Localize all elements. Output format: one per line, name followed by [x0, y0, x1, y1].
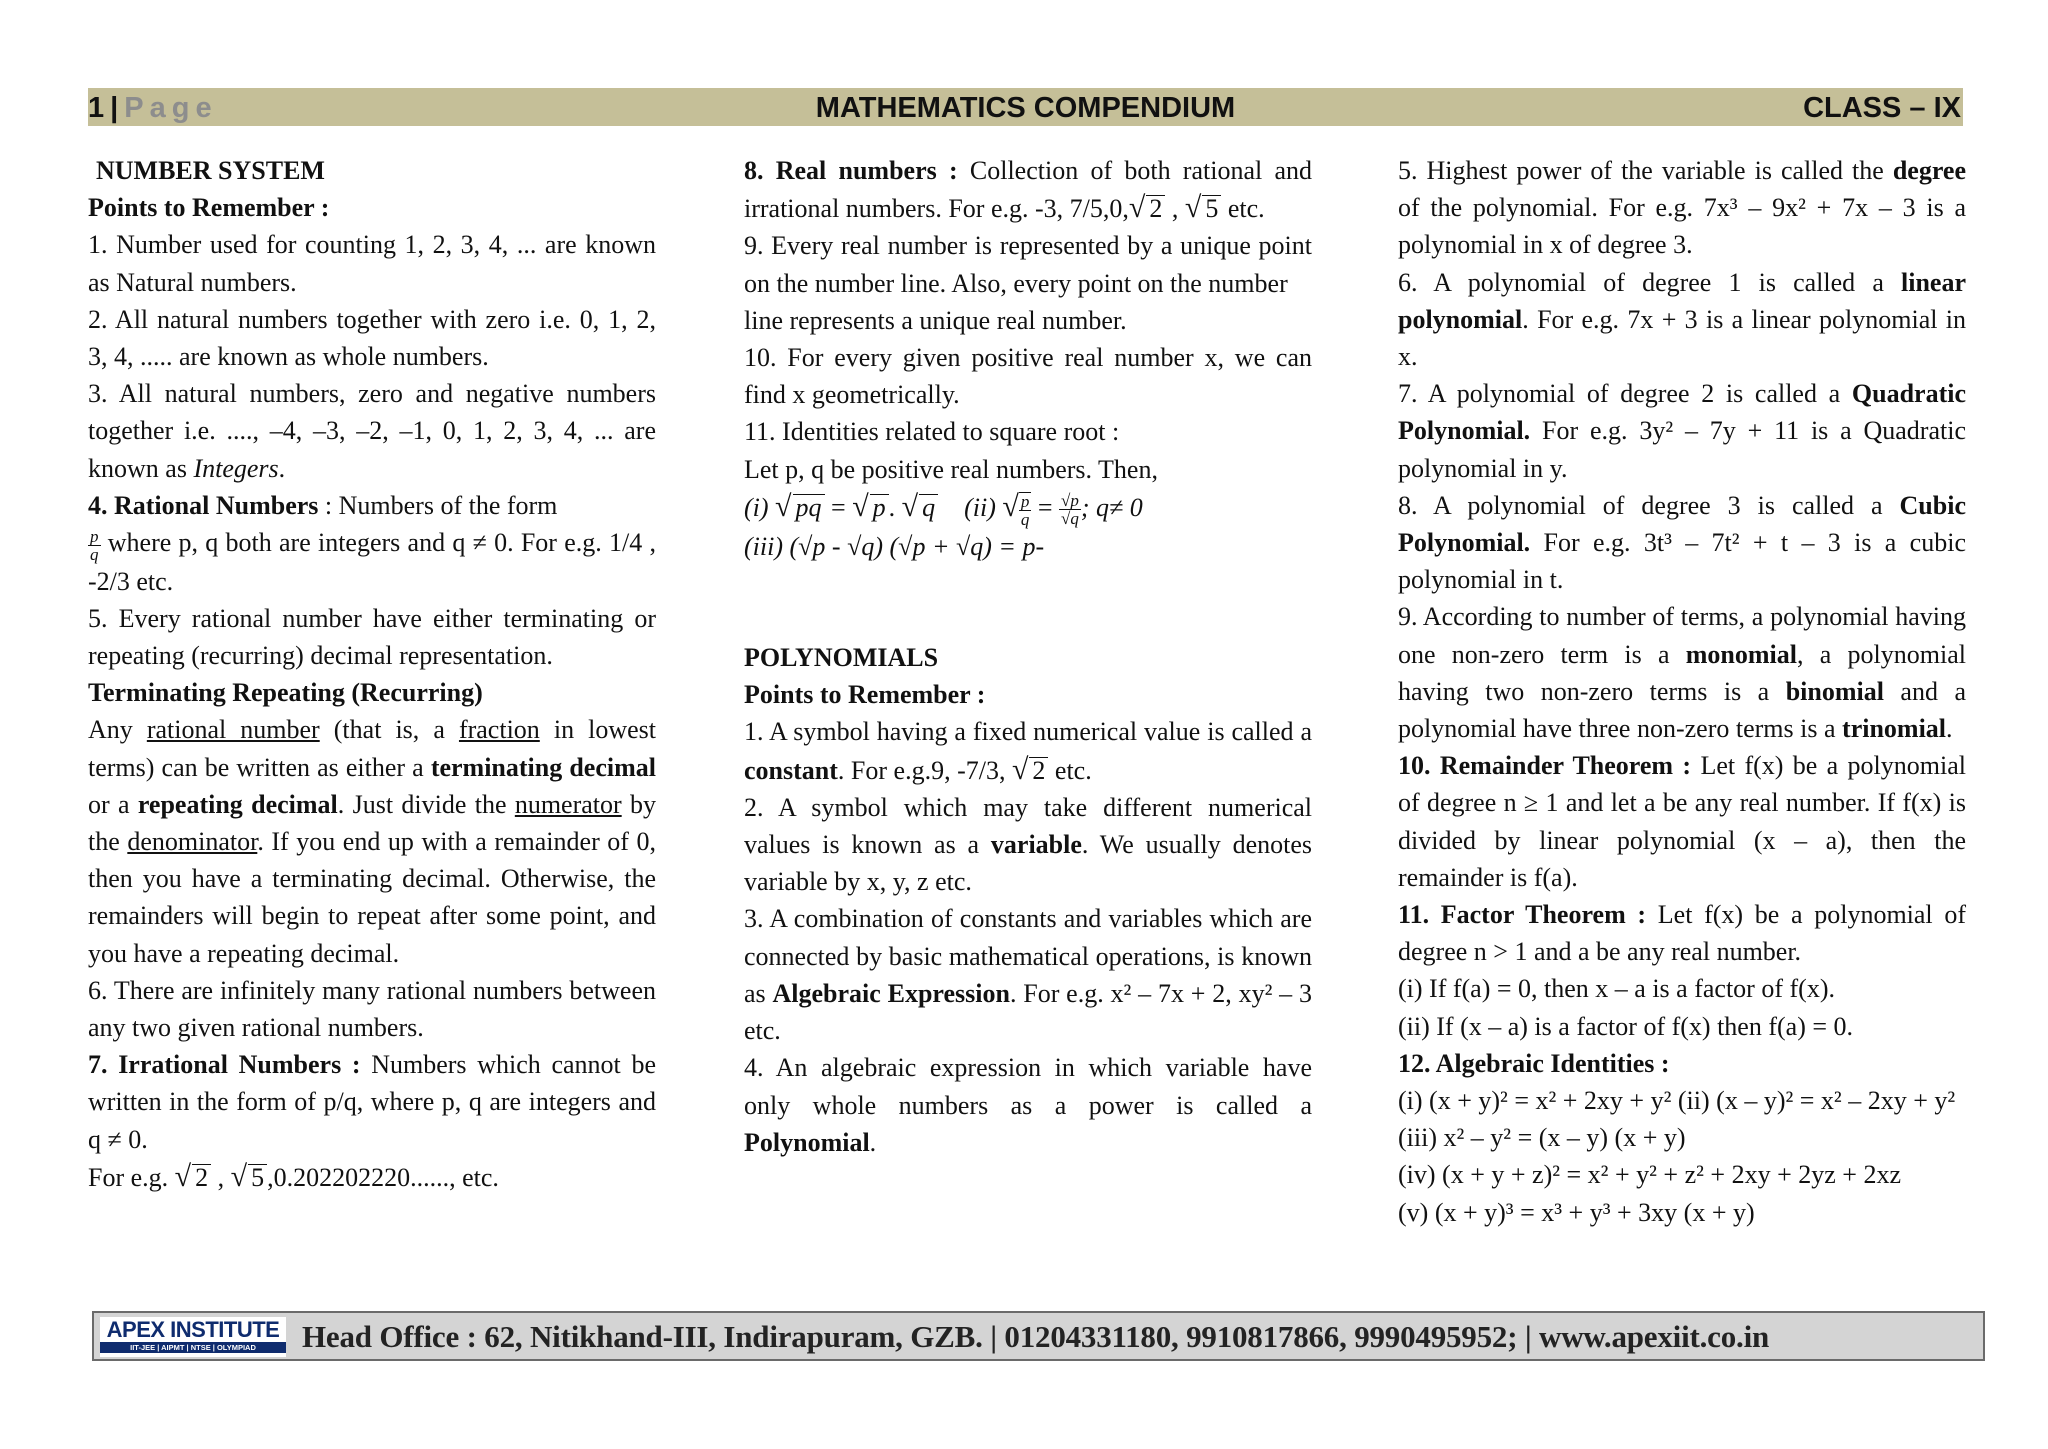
poly-point-2: 2. A symbol which may take different numerical values is known as a variable. We usually denotes variable by x, y, z etc.: [744, 792, 1312, 897]
section-heading: NUMBER SYSTEM: [96, 156, 325, 185]
link-rational-number[interactable]: rational number: [146, 715, 320, 745]
poly-point-8: 8. A polynomial of degree 3 is called a Cubic Polynomial. For e.g. 3t³ – 7t² + t – 3 is a cubic polynomial in t.: [1398, 490, 1966, 595]
terminating-heading: Terminating Repeating (Recurring): [88, 678, 483, 708]
identity-5: (v) (x + y)³ = x³ + y³ + 3xy (x + y): [1398, 1197, 1755, 1227]
page-number: 1 | Page: [88, 92, 218, 124]
polynomials-heading: POLYNOMIALS: [744, 643, 939, 673]
section-subheading: Points to Remember :: [88, 193, 330, 223]
point-5: 5. Every rational number have either terminating or repeating (recurring) decimal representation.: [88, 603, 656, 670]
link-fraction[interactable]: fraction: [458, 715, 540, 745]
point-9b: line represents a unique real number.: [744, 305, 1127, 335]
point-2: 2. All natural numbers together with zero i.e. 0, 1, 2, 3, 4, ..... are known as whole numbers.: [88, 304, 656, 372]
factor-theorem-ii: (ii) If (x – a) is a factor of f(x) then f(a) = 0.: [1398, 1011, 1854, 1041]
fraction-p-over-q: $\frac{p}{q}$: [90, 526, 99, 564]
point-7: 7. Irrational Numbers : Numbers which cannot be written in the form of p/q, where p, q are integers and q ≠ 0.: [88, 1050, 656, 1154]
identity-3: (iii) x² – y² = (x – y) (x + y): [1398, 1123, 1686, 1153]
point-6: 6. There are infinitely many rational numbers between any two given rational numbers.: [88, 975, 656, 1042]
identity-1-2: (i) (x + y)² = x² + 2xy + y² (ii) (x – y)² = x² – 2xy + y²: [1398, 1086, 1956, 1116]
factor-theorem-i: (i) If f(a) = 0, then x – a is a factor of f(x).: [1398, 974, 1835, 1004]
apex-logo: [100, 1317, 286, 1357]
class-label: CLASS – IX: [1803, 92, 1961, 124]
column-number-system: [88, 152, 656, 1196]
poly-point-6: 6. A polynomial of degree 1 is called a linear polynomial. For e.g. 7x + 3 is a linear polynomial in x.: [1398, 267, 1966, 372]
document-title: MATHEMATICS COMPENDIUM: [815, 92, 1236, 124]
page-word: Page: [124, 92, 218, 124]
page-footer: [92, 1311, 1985, 1361]
point-11: 11. Identities related to square root :: [744, 417, 1120, 447]
factor-theorem: 11. Factor Theorem : Let f(x) be a polynomial of degree n > 1 and a be any real number.: [1398, 900, 1966, 967]
poly-point-1: 1. A symbol having a fixed numerical value is called a constant. For e.g.9, -7/3, √ 2 etc.: [744, 717, 1312, 786]
identity-i-ii: (i) √ pq = √ p . √ q (ii) √ $\frac{p}{q}$ = $\frac{√p}{√q}$ ; q≠ 0: [744, 489, 1143, 529]
poly-point-3: 3. A combination of constants and variables which are connected by basic mathematical operations, is known as Algebraic Expression. For e.g. x² – 7x + 2, xy² – 3 etc.: [744, 904, 1312, 1046]
point-11b: Let p, q be positive real numbers. Then,: [744, 454, 1158, 484]
polynomials-subheading: Points to Remember :: [744, 680, 986, 710]
page-number-value: 1: [88, 92, 105, 124]
logo-name: APEX INSTITUTE: [106, 1317, 280, 1342]
poly-point-9: 9. According to number of terms, a polynomial having one non-zero term is a monomial, a polynomial having two non-zero terms is a binomial and a polynomial have three non-zero terms is a trinomial.: [1398, 602, 1966, 744]
point-7-example: For e.g. √ 2 , √ 5 ,0.202202220......, etc.: [88, 1159, 499, 1193]
identity-iii: (iii) (√p - √q) (√p + √q) = p-: [744, 531, 1045, 561]
link-denominator[interactable]: denominator: [127, 826, 258, 856]
remainder-theorem: 10. Remainder Theorem : Let f(x) be a polynomial of degree n ≥ 1 and let a be any real number. If f(x) is divided by linear polynomial (x – a), then the remainder is f(a).: [1398, 751, 1966, 892]
point-9: 9. Every real number is represented by a unique point on the number line. Also, every point on the number: [744, 231, 1312, 298]
identity-4: (iv) (x + y + z)² = x² + y² + z² + 2xy + 2yz + 2xz: [1398, 1160, 1902, 1190]
footer-contact: Head Office : 62, Nitikhand-III, Indirapuram, GZB. | 01204331180, 9910817866, 9990495952; | www.apexiit.co.in: [302, 1319, 1770, 1354]
logo-tags: IIT-JEE | AIPMT | NTSE | OLYMPIAD: [100, 1342, 286, 1353]
point-8: 8. Real numbers : Collection of both rational and irrational numbers. For e.g. -3, 7/5,0,√ 2 , √ 5 etc.: [744, 156, 1312, 225]
link-numerator[interactable]: numerator: [514, 789, 622, 819]
algebraic-identities-heading: 12. Algebraic Identities :: [1398, 1048, 1670, 1078]
column-polynomial-theory: [1398, 152, 1966, 1231]
point-4: 4. Rational Numbers : Numbers of the form $\frac{p}{q}$ where p, q both are integers and q ≠ 0. For e.g. 1/4 , -2/3 etc.: [88, 490, 656, 596]
page-header: [88, 88, 1963, 126]
poly-point-5: 5. Highest power of the variable is called the degree of the polynomial. For e.g. 7x³ – 9x² + 7x – 3 is a polynomial in x of degree 3.: [1398, 156, 1966, 260]
point-10: 10. For every given positive real number x, we can find x geometrically.: [744, 343, 1312, 410]
poly-point-4: 4. An algebraic expression in which variable have only whole numbers as a power is called a Polynomial.: [744, 1053, 1312, 1157]
point-1: 1. Number used for counting 1, 2, 3, 4, ... are known as Natural numbers.: [88, 230, 656, 297]
terminating-paragraph: Any rational number (that is, a fraction in lowest terms) can be written as either a terminating decimal or a repeating decimal. Just divide the numerator by the denominator. If you end up with a remainder of 0, then you have a terminating decimal. Otherwise, the remainders will begin to repeat after some point, and you have a repeating decimal.: [88, 715, 656, 968]
point-3: 3. All natural numbers, zero and negative numbers together i.e. ...., –4, –3, –2, –1, 0, 1, 2, 3, 4, ... are known as Integers.: [88, 379, 656, 483]
poly-point-7: 7. A polynomial of degree 2 is called a Quadratic Polynomial. For e.g. 3y² – 7y + 11 is a Quadratic polynomial in y.: [1398, 379, 1966, 483]
column-real-polynomials: [744, 152, 1312, 1161]
